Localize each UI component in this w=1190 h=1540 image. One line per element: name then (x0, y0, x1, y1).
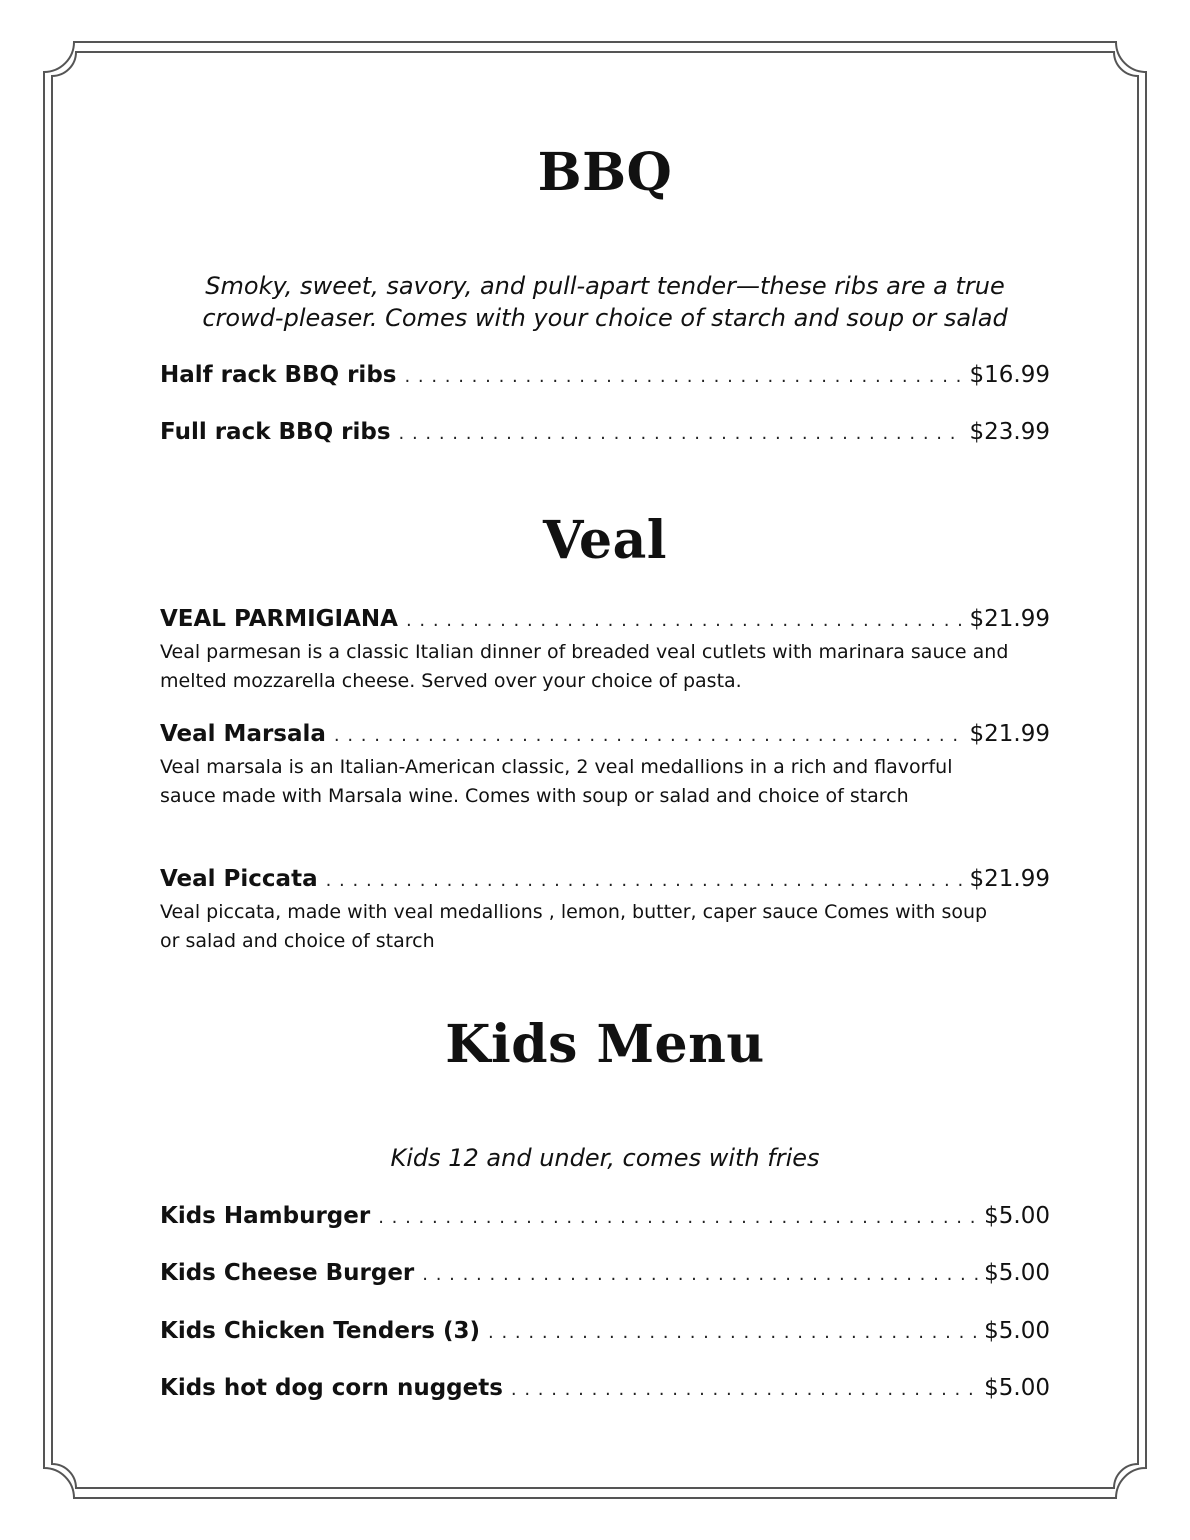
dot-leader (399, 419, 964, 449)
item-description: Veal piccata, made with veal medallions , lemon, butter, caper sauce Comes with soup or salad and choice of starch (160, 901, 988, 952)
item-price: $16.99 (969, 362, 1050, 388)
menu-item-kids-hamburger (160, 1201, 1050, 1233)
kids-section-description: Kids 12 and under, comes with fries (390, 1144, 820, 1172)
bbq-section-title: BBQ (537, 142, 673, 203)
item-price: $21.99 (969, 606, 1050, 632)
bbq-description-line: Smoky, sweet, savory, and pull-apart tender—these ribs are a true (205, 272, 1005, 300)
item-price: $21.99 (969, 866, 1050, 892)
item-name: Kids hot dog corn nuggets (160, 1375, 503, 1401)
item-price: $21.99 (969, 721, 1050, 747)
menu-item-kids-chicken-tenders (160, 1316, 1050, 1348)
item-name: Full rack BBQ ribs (160, 419, 391, 445)
item-name: Half rack BBQ ribs (160, 362, 397, 388)
menu-item-veal-marsala (160, 719, 1050, 811)
veal-section-title: Veal (542, 510, 668, 571)
item-price: $5.00 (984, 1318, 1050, 1344)
dot-leader (378, 1203, 978, 1233)
dot-leader (334, 721, 964, 751)
bbq-description-line: crowd-pleaser. Comes with your choice of starch and soup or salad (202, 304, 1008, 332)
item-name: Veal Marsala (160, 721, 326, 747)
menu-item-half-rack-bbq-ribs (160, 360, 1050, 392)
menu-item-kids-hot-dog-corn-nuggets (160, 1373, 1050, 1405)
item-price: $5.00 (984, 1375, 1050, 1401)
dot-leader (511, 1375, 978, 1405)
item-description: Veal marsala is an Italian-American classic, 2 veal medallions in a rich and flavorful sauce made with Marsala wine. Comes with soup or salad and choice of starch (160, 756, 953, 807)
item-price: $5.00 (984, 1203, 1050, 1229)
dot-leader (422, 1260, 978, 1290)
item-name: VEAL PARMIGIANA (160, 606, 398, 632)
menu-item-kids-cheese-burger (160, 1258, 1050, 1290)
dot-leader (404, 362, 963, 392)
dot-leader (406, 606, 964, 636)
item-price: $5.00 (984, 1260, 1050, 1286)
menu-item-veal-parmigiana (160, 604, 1050, 696)
item-name: Kids Hamburger (160, 1203, 371, 1229)
bbq-section-description (160, 270, 1050, 334)
item-name: Kids Chicken Tenders (3) (160, 1318, 481, 1344)
item-description: Veal parmesan is a classic Italian dinner of breaded veal cutlets with marinara sauce and melted mozzarella cheese. Served over your choice of pasta. (160, 641, 1009, 692)
menu-item-veal-piccata (160, 864, 1050, 956)
dot-leader (326, 866, 964, 896)
dot-leader (488, 1318, 978, 1348)
item-price: $23.99 (969, 419, 1050, 445)
item-name: Kids Cheese Burger (160, 1260, 415, 1286)
kids-section-title: Kids Menu (445, 1014, 765, 1075)
item-name: Veal Piccata (160, 866, 318, 892)
menu-item-full-rack-bbq-ribs (160, 417, 1050, 449)
